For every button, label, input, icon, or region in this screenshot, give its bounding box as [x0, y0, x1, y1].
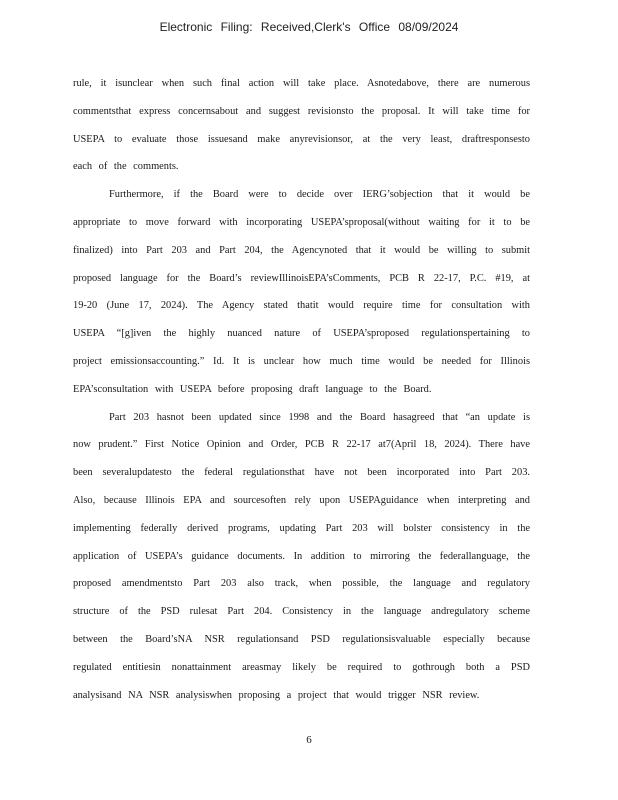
text-line: implementing federally derived programs, updating Part 203 will bolster consistency in the [73, 522, 530, 534]
page-number: 6 [306, 734, 312, 746]
text-line: USEPA “[g]iven the highly nuanced nature of USEPA’sproposed regulationspertaining to [73, 328, 530, 340]
text-line: Part 203 hasnot been updated since 1998 and the Board hasagreed that “an update is [109, 411, 530, 423]
text-line: project emissionsaccounting.” Id. It is unclear how much time would be needed for Illinois [73, 355, 530, 367]
text-line: EPA’sconsultation with USEPA before proposing draft language to the Board. [73, 383, 432, 395]
body-text [73, 70, 530, 709]
text-line: proposed amendmentsto Part 203 also track, when possible, the language and regulatory [73, 578, 530, 590]
text-line: been severalupdatesto the federal regulationsthat have not been incorporated into Part 203. [73, 467, 530, 479]
text-line: Also, because Illinois EPA and sourcesoften rely upon USEPAguidance when interpreting and [73, 494, 530, 506]
text-line: appropriate to move forward with incorporating USEPA’sproposal(without waiting for it to be [73, 216, 530, 228]
text-line: regulated entitiesin nonattainment areasmay likely be required to gothrough both a PSD [73, 661, 530, 673]
text-line: rule, it isunclear when such final action will take place. Asnotedabove, there are numerous [73, 78, 530, 89]
text-line: structure of the PSD rulesat Part 204. Consistency in the language andregulatory scheme [73, 606, 530, 618]
text-line: Furthermore, if the Board were to decide over IERG’sobjection that it would be [109, 189, 530, 201]
text-line: analysisand NA NSR analysiswhen proposing a project that would trigger NSR review. [73, 689, 480, 701]
text-line: between the Board’sNA NSR regulationsand PSD regulationsisvaluable especially because [73, 633, 530, 645]
text-line: USEPA to evaluate those issuesand make anyrevisionsor, at the very least, draftresponsesto [73, 133, 530, 145]
text-line: finalized) into Part 203 and Part 204, the Agencynoted that it would be willing to submit [73, 244, 530, 256]
text-line: application of USEPA’s guidance documents. In addition to mirroring the federallanguage, the [73, 550, 530, 562]
text-line: commentsthat express concernsabout and suggest revisionsto the proposal. It will take time for [73, 105, 530, 117]
text-line: 19-20 (June 17, 2024). The Agency stated thatit would require time for consultation with [73, 300, 530, 312]
text-line: now prudent.” First Notice Opinion and Order, PCB R 22-17 at7(April 18, 2024). There have [73, 439, 530, 451]
filing-header: Electronic Filing: Received,Clerk's Office 08/09/2024 [159, 20, 459, 34]
text-line: proposed language for the Board’s reviewIllinoisEPA’sComments, PCB R 22-17, P.C. #19, at [73, 272, 530, 284]
text-line: each of the comments. [73, 161, 179, 173]
